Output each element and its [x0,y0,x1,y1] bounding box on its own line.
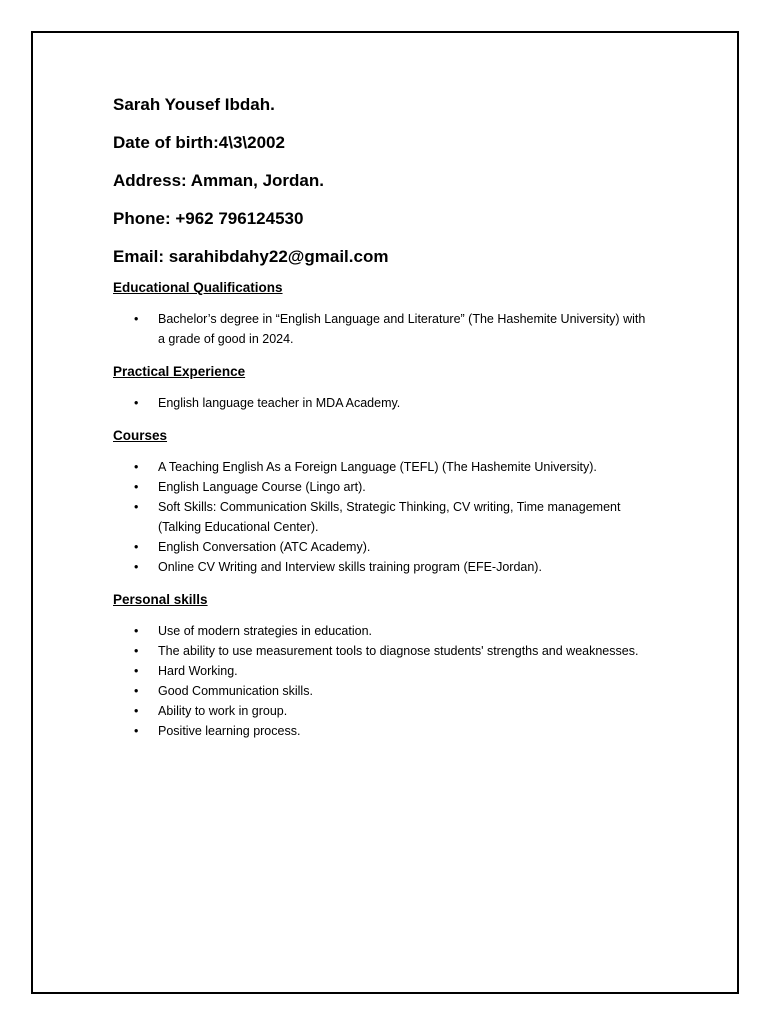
bullet-icon: • [134,624,139,638]
bullet-icon: • [134,664,139,678]
bullet-icon: • [134,724,139,738]
date-of-birth: Date of birth:4\3\2002 [113,133,285,152]
bullet-icon: • [134,560,139,574]
list-item [113,309,653,349]
list-item-text: English Language Course (Lingo art). [158,480,366,494]
list-item [113,681,653,701]
list-item [113,557,653,577]
list-item [113,457,653,477]
bullet-icon: • [134,644,139,658]
list-item-text: Positive learning process. [158,724,301,738]
section-courses [113,427,653,577]
list-item [113,537,653,557]
section-heading-experience: Practical Experience [113,364,246,379]
section-education [113,279,653,349]
section-heading-courses: Courses [113,428,168,443]
list-item-text: A Teaching English As a Foreign Language (TEFL) (The Hashemite University). [158,460,597,474]
address-line: Address: Amman, Jordan. [113,171,324,190]
list-item-text: Hard Working. [158,664,238,678]
list-item-text: Use of modern strategies in education. [158,624,373,638]
list-item-text: Soft Skills: Communication Skills, Strategic Thinking, CV writing, Time management (Talking Educational Center). [158,500,621,534]
education-list [113,309,653,349]
experience-list [113,393,653,413]
list-item [113,477,653,497]
bullet-icon: • [134,500,139,514]
bullet-icon: • [134,540,139,554]
list-item-text: Bachelor’s degree in “English Language and Literature” (The Hashemite University) with a grade of good in 2024. [158,312,646,346]
list-item [113,393,653,413]
bullet-icon: • [134,684,139,698]
list-item [113,497,653,537]
section-heading-education: Educational Qualifications [113,280,283,295]
courses-list [113,457,653,577]
section-experience [113,363,653,413]
document-body [113,93,653,755]
phone-line: Phone: +962 796124530 [113,209,304,228]
list-item [113,661,653,681]
section-heading-personal-skills: Personal skills [113,592,208,607]
email-line: Email: sarahibdahy22@gmail.com [113,247,389,266]
list-item [113,721,653,741]
list-item-text: Ability to work in group. [158,704,288,718]
candidate-name: Sarah Yousef Ibdah. [113,95,275,114]
section-personal-skills [113,591,653,741]
list-item [113,701,653,721]
bullet-icon: • [134,460,139,474]
skills-list [113,621,653,741]
bullet-icon: • [134,480,139,494]
list-item-text: English language teacher in MDA Academy. [158,396,401,410]
list-item-text: Good Communication skills. [158,684,313,698]
list-item-text: English Conversation (ATC Academy). [158,540,371,554]
list-item-text: Online CV Writing and Interview skills training program (EFE-Jordan). [158,560,542,574]
list-item [113,621,653,641]
bullet-icon: • [134,396,139,410]
bullet-icon: • [134,312,139,326]
list-item-text: The ability to use measurement tools to diagnose students' strengths and weaknesses. [158,644,639,658]
bullet-icon: • [134,704,139,718]
list-item [113,641,653,661]
